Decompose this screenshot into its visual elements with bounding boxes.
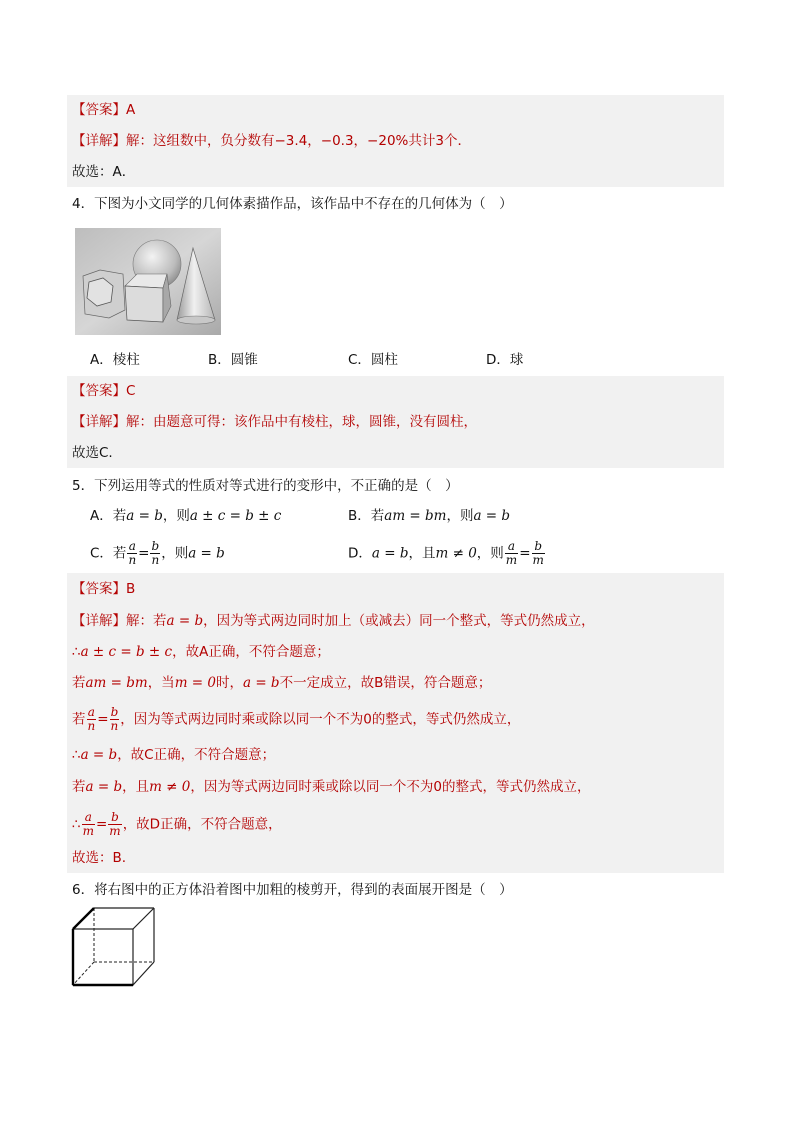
q6-cube-figure [70,905,158,989]
q5-answer-line [72,579,135,599]
fraction-b-over-m: $\frac{b}{m}$ [109,810,121,838]
detail-label: 【详解】 [72,613,126,629]
detail-text: 解：这组数中，负分数有−3.4，−0.3，−20%共计3个． [126,133,471,149]
q5-detail-line-2: ∴a ± c = b ± c，故A正确，不符合题意； [72,644,330,660]
q4-sketch-image [75,228,221,335]
fraction-b-over-m: $\frac{b}{m}$ [532,539,544,567]
detail-label: 【详解】 [72,414,126,430]
q5-detail-line-5: ∴a = b，故C正确，不符合题意； [72,747,276,763]
answer-value: C [126,383,136,399]
fraction-b-over-n: $\frac{b}{n}$ [110,705,119,733]
q5-option-a: A．若a = b，则a ± c = b ± c [90,508,282,524]
q5-detail-line-6: 若a = b，且m ≠ 0，因为等式两边同时乘或除以同一个不为0的整式，等式仍然成立， [72,779,591,795]
q4-option-a: A．棱柱 [90,352,140,368]
q3-choose-line: 故选：A． [72,164,136,180]
cube-diagram [70,905,158,989]
q5-stem: 5．下列运用等式的性质对等式进行的变形中，不正确的是（ ） [72,478,459,494]
detail-label: 【详解】 [72,133,126,149]
q5-detail-line-7: ∴ $\frac{a}{m}$ = $\frac{b}{m}$ ，故D正确，不符合题意， [72,810,282,838]
q5-detail-line-3: 若am = bm，当m = 0时，a = b不一定成立，故B错误，符合题意； [72,675,492,691]
q5-choose-line: 故选：B. [72,850,127,866]
fraction-a-over-m: $\frac{a}{m}$ [82,810,94,838]
fraction-a-over-n: $\frac{a}{n}$ [128,539,137,567]
q6-stem: 6．将右图中的正方体沿着图中加粗的棱剪开，得到的表面展开图是（ ） [72,882,513,898]
q5-option-d: D．a = b，且m ≠ 0，则 $\frac{a}{m}$ = $\frac{b}{m}$ [348,539,544,567]
q5-detail-line-4: 若 $\frac{a}{n}$ = $\frac{b}{n}$ ，因为等式两边同时乘或除以同一个不为0的整式，等式仍然成立， [72,705,521,733]
q5-option-c: C．若 $\frac{a}{n}$ = $\frac{b}{n}$ ，则a = b [90,539,225,567]
q4-choose-line [72,443,113,463]
fraction-b-over-n: $\frac{b}{n}$ [151,539,160,567]
answer-value: A [126,102,136,118]
fraction-a-over-m: $\frac{a}{m}$ [505,539,518,567]
answer-label: 【答案】 [72,102,126,118]
fraction-a-over-n: $\frac{a}{n}$ [87,705,96,733]
q5-detail-line-1: 【详解】解：若a = b，因为等式两边同时加上（或减去）同一个整式，等式仍然成立， [72,613,595,629]
choose-text: 故选C. [72,445,113,461]
q4-option-b: B．圆锥 [208,352,258,368]
answer-label: 【答案】 [72,581,126,597]
detail-text: 解：由题意可得：该作品中有棱柱，球，圆锥，没有圆柱， [126,414,477,430]
q4-detail-line [72,412,477,432]
q4-option-c: C．圆柱 [348,352,398,368]
q5-option-b: B．若am = bm，则a = b [348,508,511,524]
q3-answer-line [72,100,135,120]
geometry-sketch-drawing [75,228,221,335]
q4-answer-line [72,381,135,401]
q4-option-d: D．球 [486,352,524,368]
answer-label: 【答案】 [72,383,126,399]
q4-stem: 4．下图为小文同学的几何体素描作品，该作品中不存在的几何体为（ ） [72,196,513,212]
q3-detail-line [72,131,471,151]
answer-value: B [126,581,136,597]
